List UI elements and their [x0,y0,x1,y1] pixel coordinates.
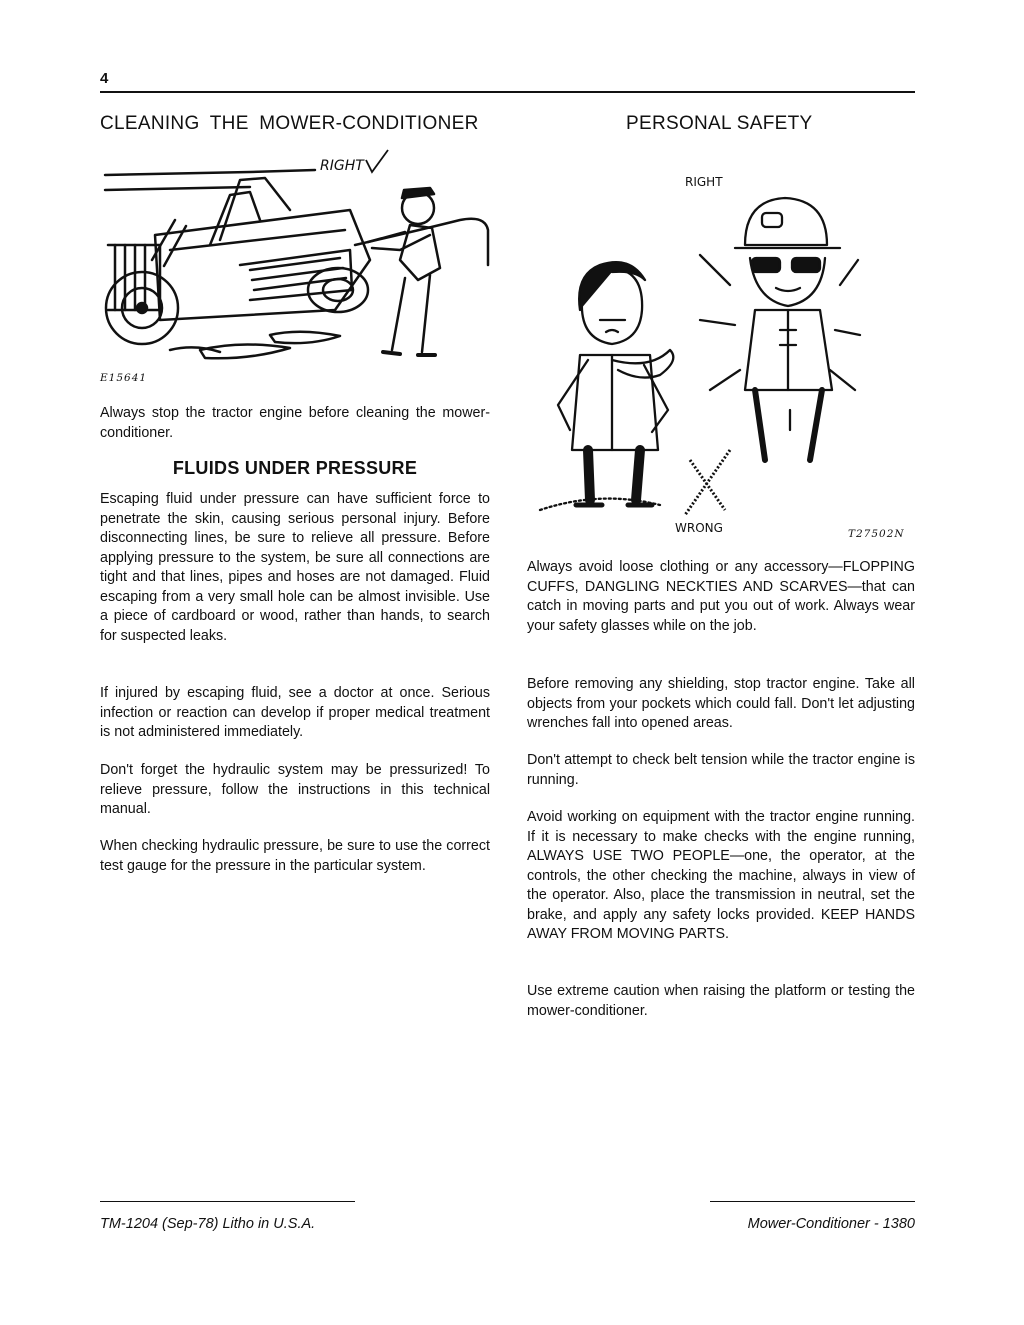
worker-with-necktie-illustration [558,262,673,505]
worker-with-hard-hat-illustration [700,198,860,460]
right-label: RIGHT [685,175,723,189]
fluids-paragraph-2: If injured by escaping fluid, see a doctor at once. Serious infection or reaction can develop if proper medical treatment is not administered immediately. [100,685,490,740]
figure-id-left: E15641 [100,372,148,384]
footer-rule-left [100,1201,355,1202]
fluids-under-pressure-heading: FLUIDS UNDER PRESSURE [172,458,418,478]
footer-right: Mower-Conditioner - 1380 [747,1216,915,1232]
safety-paragraph-5: Use extreme caution when raising the platform or testing the mower-conditioner. [527,983,915,1019]
safety-paragraph-2: Before removing any shielding, stop tractor engine. Take all objects from your pockets which could fall. Don't let adjusting wrenches fall into opened areas. [527,676,915,731]
fluids-paragraph-3: Don't forget the hydraulic system may be pressurized! To relieve pressure, follow the instructions in this technical manual. [100,762,490,817]
mower-conditioner-illustration [100,150,500,385]
footer-left: TM-1204 (Sep-78) Litho in U.S.A. [100,1216,316,1232]
safety-paragraph-3: Don't attempt to check belt tension while the tractor engine is running. [527,752,915,788]
fluids-paragraph-4: When checking hydraulic pressure, be sure to use the correct test gauge for the pressure in the particular system. [100,838,490,874]
checkmark-icon [366,150,388,172]
x-mark-icon [685,450,730,515]
figure-id-right: T27502N [848,528,905,540]
section-title-cleaning: CLEANING THE MOWER-CONDITIONER [100,113,479,134]
safety-paragraph-1: Always avoid loose clothing or any accessory—FLOPPING CUFFS, DANGLING NECKTIES AND SCARVES—that can catch in moving parts and put you out of work. Always wear your safety glasses while on the job. [527,559,915,634]
wrong-label: WRONG [675,521,723,535]
cleaning-caption: Always stop the tractor engine before cleaning the mower-conditioner. [100,405,490,441]
footer-rule-right [710,1201,915,1202]
right-label: RIGHT [320,158,364,174]
page-number: 4 [100,70,109,87]
fluids-paragraph-1: Escaping fluid under pressure can have sufficient force to penetrate the skin, causing serious personal injury. Before disconnecting lines, be sure to relieve all pressure. Before applying pressure to the system, be sure all connections are tight and that lines, pipes and hoses are not damaged. Fluid escaping from a very small hole can be almost invisible. Use a piece of cardboard or wood, rather than hands, to search for suspected leaks. [100,491,490,644]
header-rule [100,91,915,93]
safety-paragraph-4: Avoid working on equipment with the tractor engine running. If it is necessary to make checks with the engine running, ALWAYS USE TWO PEOPLE—one, the operator, at the controls, the other checking the machine, always in view of the operator. Also, place the transmission in neutral, set the brake, and apply any safety locks provided. KEEP HANDS AWAY FROM MOVING PARTS. [527,809,915,942]
personal-safety-illustration [540,160,910,540]
section-title-personal-safety: PERSONAL SAFETY [626,113,813,134]
